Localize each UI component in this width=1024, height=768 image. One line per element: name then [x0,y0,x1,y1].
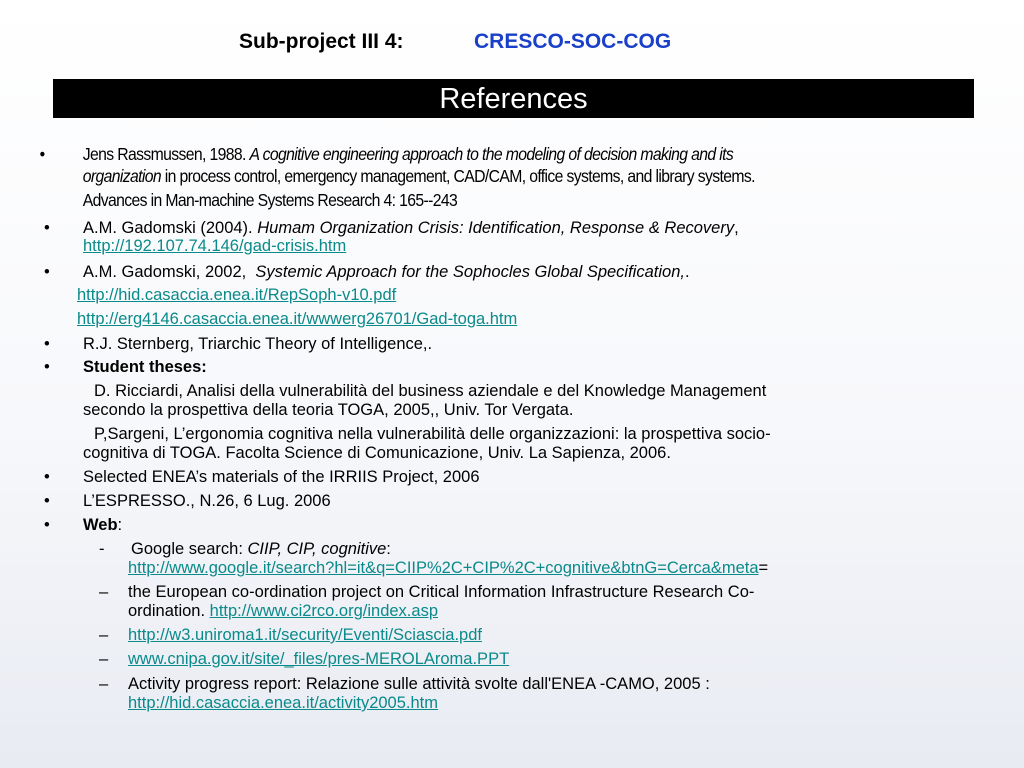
banner-title: References [439,83,588,115]
bullet: • [44,492,50,510]
references-banner [53,79,974,118]
ref-text: Selected ENEA’s materials of the IRRIIS Project, 2006 [83,468,480,486]
bullet: • [44,516,50,534]
gad-crisis-link[interactable]: http://192.107.74.146/gad-crisis.htm [83,237,347,255]
ci2rco-link[interactable]: http://www.ci2rco.org/index.asp [209,602,438,620]
repsoph-link[interactable]: http://hid.casaccia.enea.it/RepSoph-v10.pdf [77,286,397,304]
ref-author: A.M. Gadomski (2004). [83,219,253,237]
web-heading: Web [83,516,118,534]
ref-text: L’ESPRESSO., N.26, 6 Lug. 2006 [83,492,331,510]
ref-author: Jens Rassmussen, 1988. [82,144,246,164]
ref-text: in process control, emergency management, CAD/CAM, office systems, and library systems. [161,166,755,186]
ref-text: R.J. Sternberg, Triarchic Theory of Intelligence,. [83,335,433,353]
ref-source: Advances in Man-machine Systems Research 4: 165--243 [82,190,458,210]
google-terms: CIIP, CIP, cognitive [247,540,387,558]
dash: – [99,626,109,644]
gad-toga-link[interactable]: http://erg4146.casaccia.enea.it/wwwerg26701/Gad-toga.htm [77,310,518,328]
ref-title: Systemic Approach for the Sophocles Global Specification, [255,263,685,281]
google-dash: - [99,540,105,558]
dash: – [99,583,109,601]
sciascia-link[interactable]: http://w3.uniroma1.it/security/Eventi/Sciascia.pdf [128,626,482,644]
bullet: • [44,468,50,486]
project-code: CRESCO-SOC-COG [474,30,672,53]
dash: – [99,650,109,668]
ref-title-cont: organization [82,166,162,186]
bullet: • [44,335,50,353]
ref-title: A cognitive engineering approach to the modeling of decision making and its [249,144,734,164]
slide-header [0,30,1024,58]
student-theses-heading: Student theses: [83,358,207,376]
ref-author: A.M. Gadomski, 2002, [83,263,247,281]
subproject-label: Sub-project III 4: [239,30,404,53]
activity-link[interactable]: http://hid.casaccia.enea.it/activity2005.htm [128,694,439,712]
bullet: • [44,219,50,237]
ref-title: Humam Organization Crisis: Identification, Response & Recovery [257,219,735,237]
cnipa-link[interactable]: www.cnipa.gov.it/site/_files/pres-MEROLAroma.PPT [128,650,510,668]
bullet: • [44,358,50,376]
bullet: • [39,144,45,164]
dash: – [99,675,109,693]
google-search-link[interactable]: http://www.google.it/search?hl=it&q=CIIP%2C+CIP%2C+cognitive&btnG=Cerca&meta [128,559,759,577]
bullet: • [44,263,50,281]
